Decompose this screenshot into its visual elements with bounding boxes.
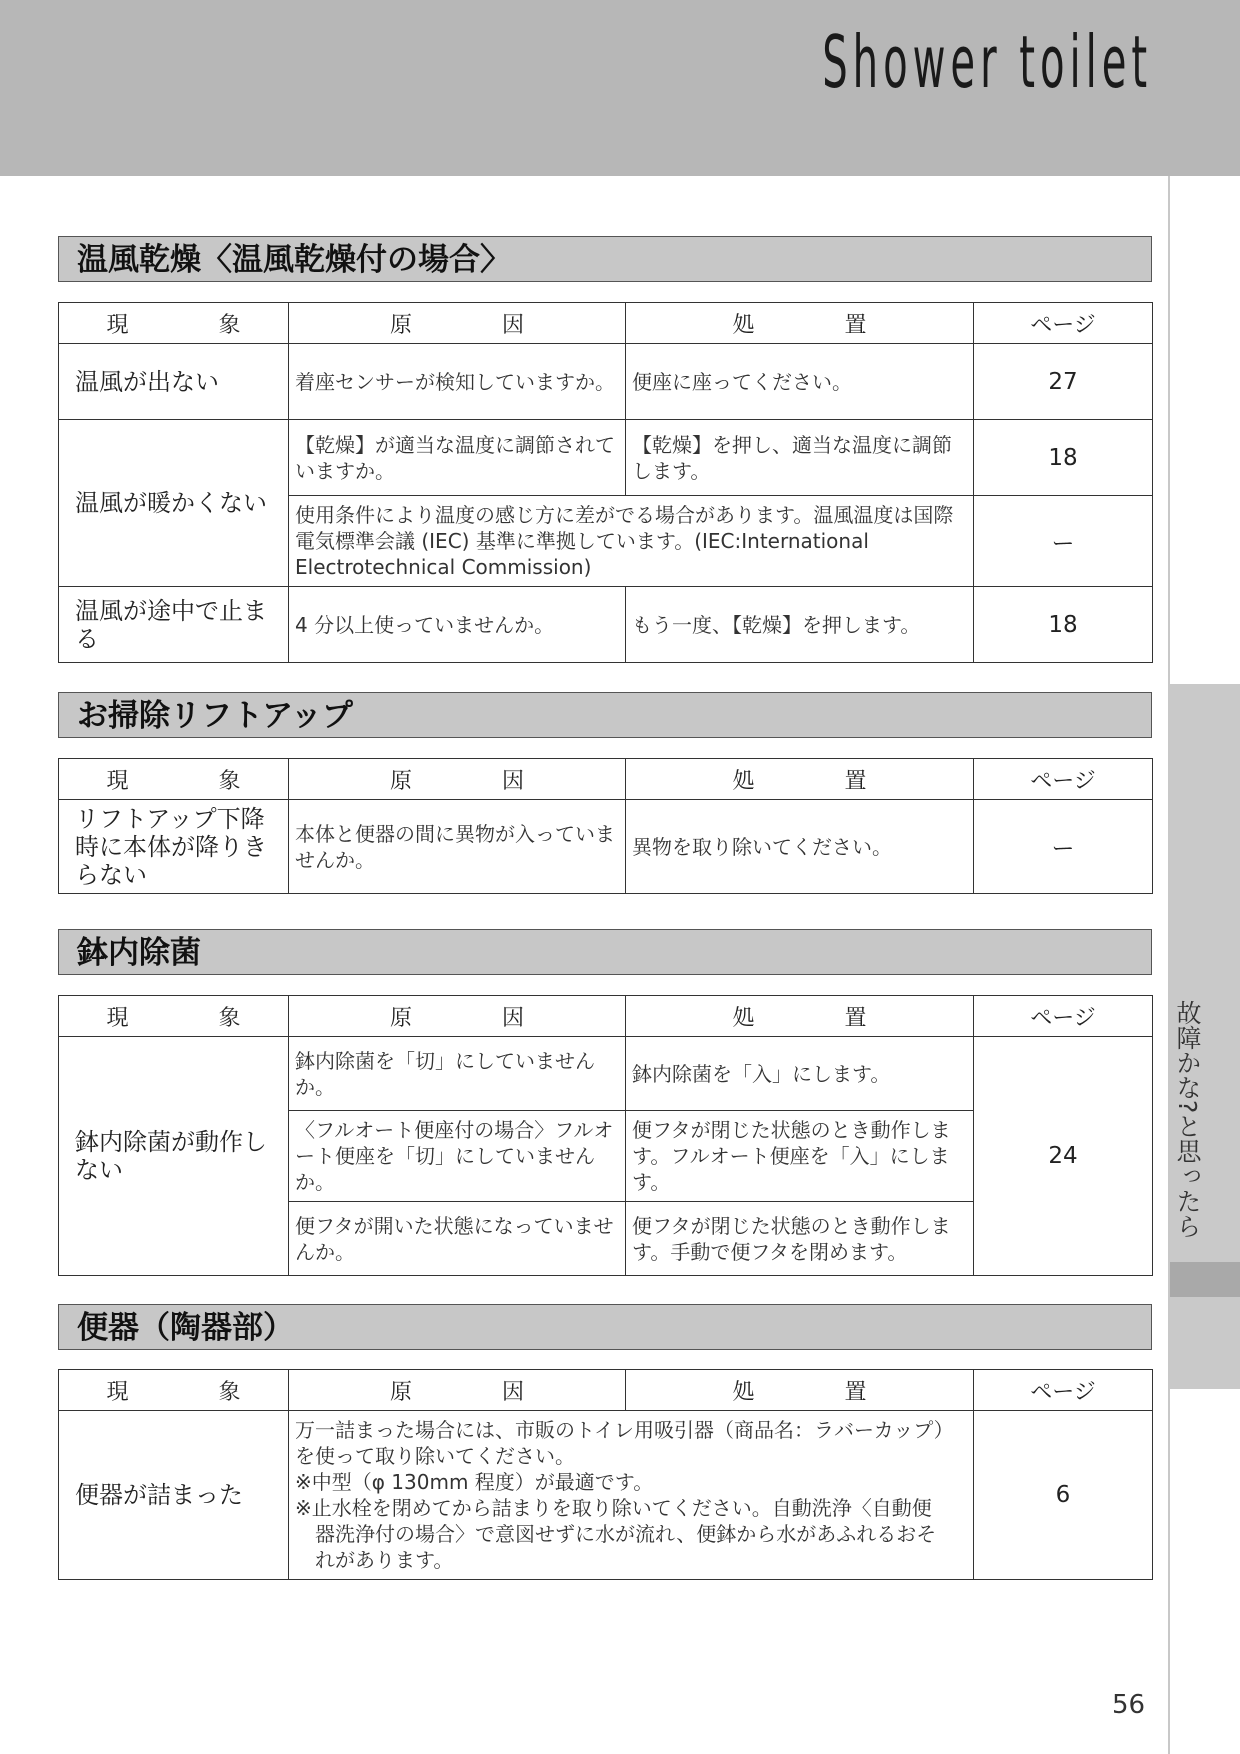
col-remedy: 処 置 xyxy=(626,303,974,344)
page-cell: ー xyxy=(974,496,1153,587)
table-row xyxy=(59,1411,1153,1580)
table-row xyxy=(59,420,1153,496)
cause-cell: 本体と便器の間に異物が入っていませんか。 xyxy=(289,800,626,894)
page-cell: ー xyxy=(974,800,1153,894)
table-row xyxy=(59,587,1153,663)
col-symptom: 現 象 xyxy=(59,1370,289,1411)
table-row xyxy=(59,1037,1153,1111)
remedy-cell: 鉢内除菌を「入」にします。 xyxy=(626,1037,974,1111)
symptom-cell: 温風が暖かくない xyxy=(59,420,289,587)
col-page: ページ xyxy=(974,1370,1153,1411)
table-header-row xyxy=(59,996,1153,1037)
section-title-bowl-sterilization: 鉢内除菌 xyxy=(58,929,1152,975)
cause-cell: 鉢内除菌を「切」にしていませんか。 xyxy=(289,1037,626,1111)
table-bowl-sterilization xyxy=(58,995,1153,1276)
table-row xyxy=(59,344,1153,420)
symptom-cell: 温風が途中で止まる xyxy=(59,587,289,663)
table-warm-air xyxy=(58,302,1153,663)
note-line: ※止水栓を閉めてから詰まりを取り除いてください。自動洗浄〈自動便 xyxy=(295,1496,932,1520)
col-symptom: 現 象 xyxy=(59,759,289,800)
brand-logo: Shower toilet xyxy=(822,20,1152,104)
cause-cell: 【乾燥】が適当な温度に調節されていますか。 xyxy=(289,420,626,496)
page-cell: 6 xyxy=(974,1411,1153,1580)
col-cause: 原 因 xyxy=(289,1370,626,1411)
symptom-cell: 便器が詰まった xyxy=(59,1411,289,1580)
section-title-warm-air: 温風乾燥〈温風乾燥付の場合〉 xyxy=(58,236,1152,282)
table-row xyxy=(59,800,1153,894)
col-symptom: 現 象 xyxy=(59,303,289,344)
section-title-toilet-bowl: 便器（陶器部） xyxy=(58,1304,1152,1350)
section-title-lift-up: お掃除リフトアップ xyxy=(58,692,1152,738)
col-page: ページ xyxy=(974,759,1153,800)
note-line: れがあります。 xyxy=(295,1548,454,1572)
table-lift-up xyxy=(58,758,1153,894)
note-line: を使って取り除いてください。 xyxy=(295,1444,575,1468)
remedy-cell: 【乾燥】を押し、適当な温度に調節します。 xyxy=(626,420,974,496)
sidebar-tab-marker xyxy=(1170,1262,1240,1297)
remedy-cell: 便フタが閉じた状態のとき動作します。フルオート便座を「入」にします。 xyxy=(626,1111,974,1202)
page-cell: 18 xyxy=(974,587,1153,663)
symptom-cell: 鉢内除菌が動作しない xyxy=(59,1037,289,1276)
cause-cell: 〈フルオート便座付の場合〉フルオート便座を「切」にしていませんか。 xyxy=(289,1111,626,1202)
col-cause: 原 因 xyxy=(289,996,626,1037)
cause-cell: 便フタが開いた状態になっていませんか。 xyxy=(289,1202,626,1276)
remedy-cell: 便フタが閉じた状態のとき動作します。手動で便フタを閉めます。 xyxy=(626,1202,974,1276)
table-header-row xyxy=(59,303,1153,344)
page-cell: 27 xyxy=(974,344,1153,420)
cause-cell: 着座センサーが検知していますか。 xyxy=(289,344,626,420)
col-cause: 原 因 xyxy=(289,303,626,344)
remedy-cell: 便座に座ってください。 xyxy=(626,344,974,420)
note-cell xyxy=(289,1411,974,1580)
col-page: ページ xyxy=(974,996,1153,1037)
col-remedy: 処 置 xyxy=(626,996,974,1037)
note-line: 万一詰まった場合には、市販のトイレ用吸引器（商品名：ラバーカップ） xyxy=(295,1418,954,1442)
table-header-row xyxy=(59,1370,1153,1411)
sidebar-label: 故障かな?と思ったら xyxy=(1173,1000,1202,1239)
col-symptom: 現 象 xyxy=(59,996,289,1037)
col-cause: 原 因 xyxy=(289,759,626,800)
col-page: ページ xyxy=(974,303,1153,344)
table-header-row xyxy=(59,759,1153,800)
page-cell: 18 xyxy=(974,420,1153,496)
cause-cell: 4 分以上使っていませんか。 xyxy=(289,587,626,663)
note-line: 器洗浄付の場合〉で意図せずに水が流れ、便鉢から水があふれるおそ xyxy=(295,1522,937,1546)
page-header xyxy=(0,0,1240,176)
symptom-cell: 温風が出ない xyxy=(59,344,289,420)
note-cell: 使用条件により温度の感じ方に差がでる場合があります。温風温度は国際電気標準会議 (IEC) 基準に準拠しています。(IEC:International Electrotechnical Commission) xyxy=(289,496,974,587)
table-toilet-bowl xyxy=(58,1369,1153,1580)
col-remedy: 処 置 xyxy=(626,1370,974,1411)
note-line: ※中型（φ 130mm 程度）が最適です。 xyxy=(295,1470,654,1494)
col-remedy: 処 置 xyxy=(626,759,974,800)
remedy-cell: もう一度、【乾燥】を押します。 xyxy=(626,587,974,663)
remedy-cell: 異物を取り除いてください。 xyxy=(626,800,974,894)
symptom-cell: リフトアップ下降時に本体が降りきらない xyxy=(59,800,289,894)
page-cell: 24 xyxy=(974,1037,1153,1276)
page-number: 56 xyxy=(1112,1690,1146,1720)
